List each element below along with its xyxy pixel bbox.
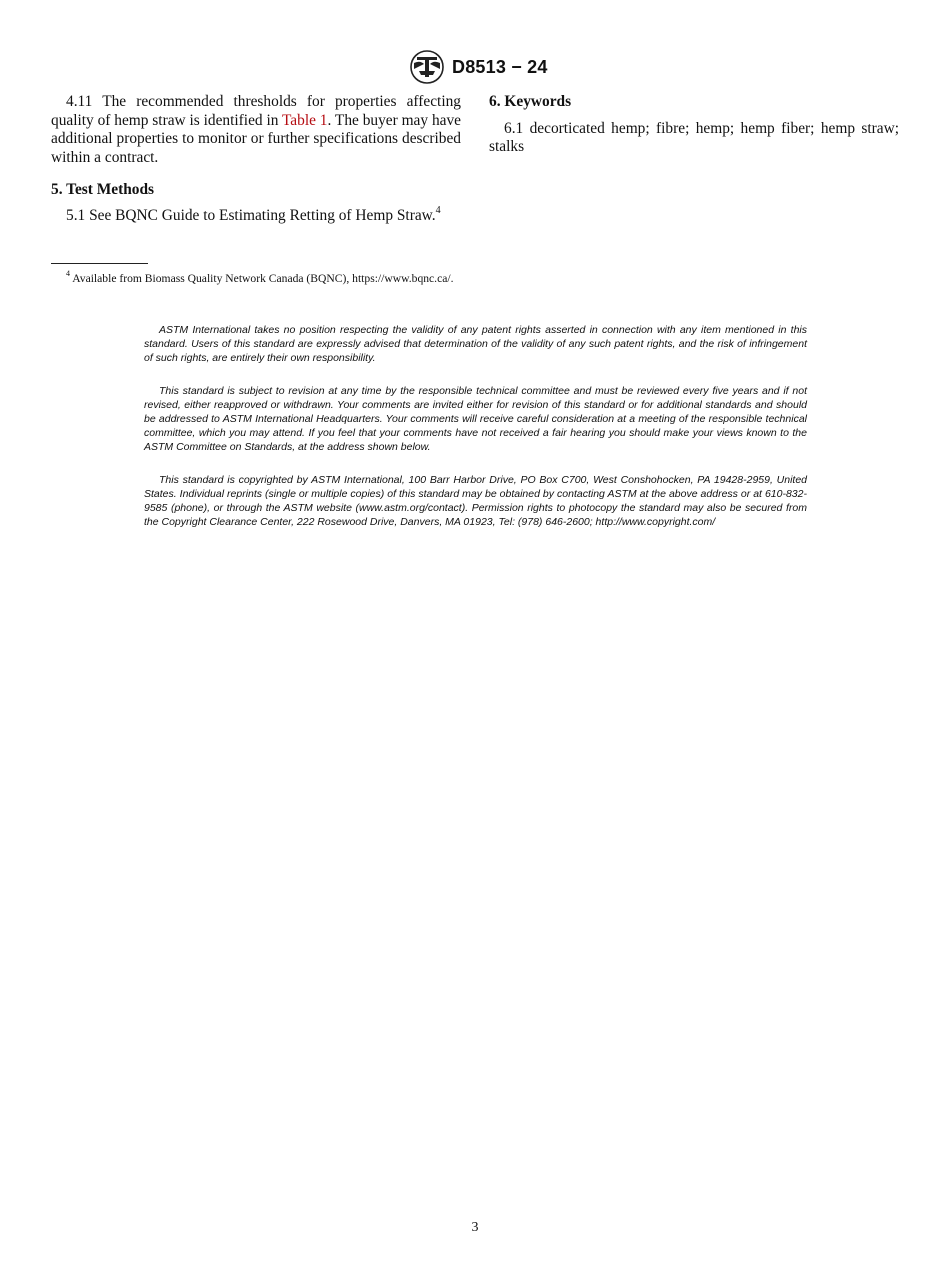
page-header bbox=[0, 50, 950, 86]
footnote-divider bbox=[51, 263, 148, 264]
standard-designation: D8513 − 24 bbox=[452, 57, 548, 77]
section-6-heading: 6. Keywords bbox=[489, 93, 572, 110]
revision-notice: This standard is subject to revision at any time by the responsible technical committee and must be reviewed every five years and if not revised, either reapproved or withdrawn. Your comments are invited either for revision of this standard or for additional standards and should be addressed to ASTM International Headquarters. Your comments will receive careful consideration at a meeting of the responsible technical committee, which you may attend. If you feel that your comments have not received a fair hearing you should make your views known to the ASTM Committee on Standards, at the address shown below. bbox=[144, 385, 807, 453]
footnote-ref-4[interactable]: 4 bbox=[435, 204, 441, 216]
left-column bbox=[51, 93, 461, 226]
footnote-number: 4 bbox=[66, 269, 70, 279]
page-number: 3 bbox=[471, 1220, 479, 1235]
footnote-text: Available from Biomass Quality Network Canada (BQNC), https://www.bqnc.ca/. bbox=[70, 272, 454, 285]
astm-logo-icon bbox=[409, 50, 445, 84]
section-5-heading: 5. Test Methods bbox=[51, 181, 155, 199]
paragraph-6-1: 6.1 decorticated hemp; fibre; hemp; hemp fiber; hemp straw; stalks bbox=[489, 119, 899, 156]
patent-notice: ASTM International takes no position respecting the validity of any patent rights asserted in connection with any item mentioned in this standard. Users of this standard are expressly advised that determination of the validity of any such patent rights, and the risk of infringement of such rights, are entirely their own responsibility. bbox=[144, 324, 807, 364]
paragraph-5-1 bbox=[51, 204, 461, 226]
right-column bbox=[489, 93, 899, 157]
paragraph-5-1-text: 5.1 See BQNC Guide to Estimating Retting of Hemp Straw. bbox=[66, 206, 436, 224]
table-1-link[interactable]: Table 1 bbox=[281, 111, 328, 129]
paragraph-4-11-text-end: . The buyer may have additional properties to monitor or further specifications described within a contract. bbox=[51, 111, 461, 166]
copyright-notice: This standard is copyrighted by ASTM International, 100 Barr Harbor Drive, PO Box C700, West Conshohocken, PA 19428-2959, United States. Individual reprints (single or multiple copies) of this standard may be obtained by contacting ASTM at the above address or at 610-832-9585 (phone), or through the ASTM website (www.astm.org/contact). Permission rights to photocopy the standard may also be secured from the Copyright Clearance Center, 222 Rosewood Drive, Danvers, MA 01923, Tel: (978) 646-2600; http://www.copyright.com/ bbox=[144, 474, 807, 528]
paragraph-4-11 bbox=[51, 93, 461, 167]
footnote-4 bbox=[51, 271, 461, 286]
paragraph-4-11-text: 4.11 The recommended thresholds for properties affecting quality of hemp straw is identified in bbox=[51, 93, 461, 129]
